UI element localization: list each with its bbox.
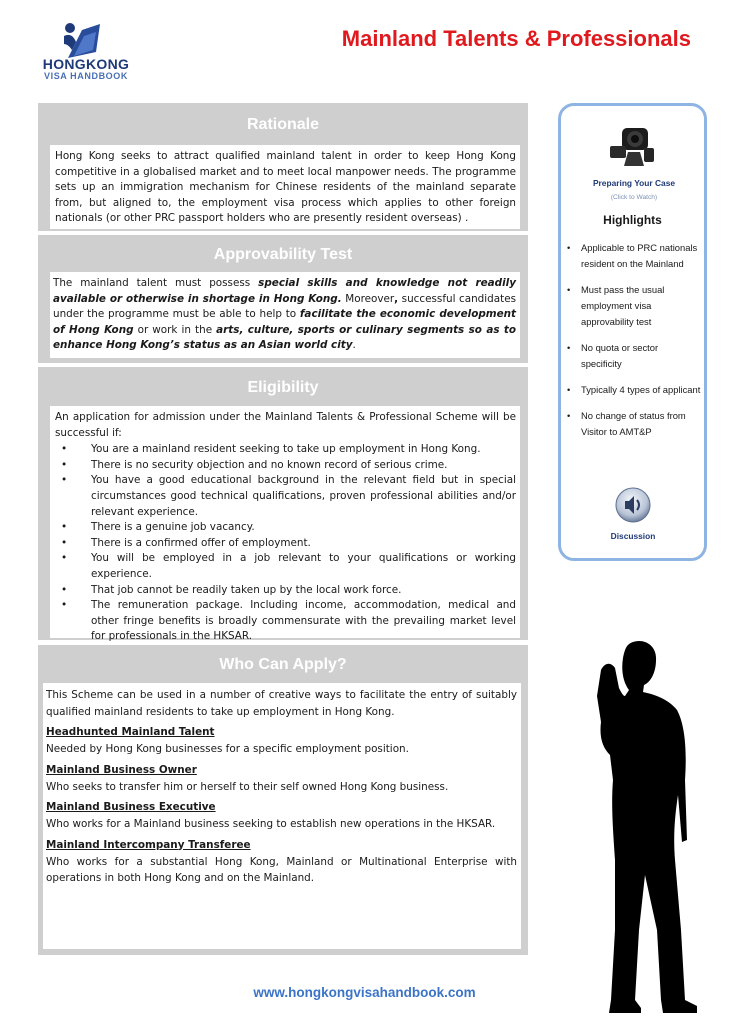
highlight-item <box>561 240 701 272</box>
rationale-text: Hong Kong seeks to attract qualified mainland talent in order to keep Hong Kong competitive in a globalised market and to meet local manpower needs. The programme sets up an immigration mechanism for Chinese residents of the mainland separate from, but aligned to, the employment visa process which applies to other foreign nationals (or other PRC passport holders who are presently resident overseas) . <box>55 150 516 225</box>
applicant-type-heading: Mainland Business Owner <box>46 763 197 776</box>
bullet-icon: • <box>61 536 68 549</box>
highlights-heading: Highlights <box>603 213 662 227</box>
highlight-item-text: Applicable to PRC nationals resident on the Mainland <box>581 242 698 269</box>
approvability-text-part: or work in the <box>133 323 217 336</box>
eligibility-item <box>55 551 516 582</box>
page-title: Mainland Talents & Professionals <box>341 26 691 51</box>
highlight-item-text: Must pass the usual employment visa approvability test <box>581 284 665 327</box>
discussion-label: Discussion <box>610 531 656 541</box>
video-sub-label: (Click to Watch) <box>610 194 658 201</box>
highlight-item <box>561 382 701 398</box>
logo-name: HONGKONG <box>42 56 130 72</box>
eligibility-item <box>55 583 516 599</box>
video-label: Preparing Your Case <box>592 178 676 188</box>
eligibility-item-text: The remuneration package. Including income, accommodation, medical and other fringe benefits is broadly commensurate with the prevailing market level for professionals in the HKSAR. <box>91 599 516 643</box>
applicant-type-description: Needed by Hong Kong businesses for a specific employment position. <box>46 743 409 755</box>
applicant-type-description: Who seeks to transfer him or herself to their self owned Hong Kong business. <box>46 780 449 793</box>
approvability-emphasis-arts: arts, culture, sports or culinary segments so as to enhance Hong Kong’s status as an Asian world city <box>53 323 516 352</box>
logo-subtitle: VISA HANDBOOK <box>44 71 128 81</box>
eligibility-panel <box>38 367 528 643</box>
bullet-icon: • <box>61 458 68 471</box>
approvability-text <box>53 276 516 354</box>
video-camera-icon <box>604 122 664 170</box>
rationale-body <box>50 145 520 229</box>
eligibility-item-text: You are a mainland resident seeking to take up employment in Hong Kong. <box>91 443 481 456</box>
applicant-type-description: Who works for a substantial Hong Kong, Mainland or Multinational Enterprise with operations in both Hong Kong and on the Mainland. <box>46 855 517 884</box>
eligibility-body <box>50 406 520 643</box>
approvability-emphasis-economic: facilitate the economic development of Hong Kong <box>53 308 517 336</box>
eligibility-heading: Eligibility <box>247 379 319 396</box>
highlight-item <box>561 408 701 440</box>
bullet-icon: • <box>567 342 571 353</box>
bullet-icon: • <box>61 583 68 596</box>
applicant-type-heading: Mainland Business Executive <box>46 801 216 813</box>
applicant-type-list <box>46 724 517 887</box>
site-logo[interactable] <box>22 20 150 80</box>
approvability-text-part: . <box>352 339 356 352</box>
eligibility-item <box>55 520 516 536</box>
highlight-item-text: Typically 4 types of applicant <box>581 384 701 395</box>
approvability-panel <box>38 235 528 363</box>
bullet-icon: • <box>61 521 68 534</box>
bullet-icon: • <box>61 552 68 565</box>
preparing-video-link[interactable] <box>589 122 679 212</box>
approvability-emphasis-skills: special skills and knowledge not readily available or otherwise in shortage in Hong Kong. <box>53 277 516 305</box>
footer-website-link[interactable]: www.hongkongvisahandbook.com <box>253 985 476 1000</box>
approvability-text-part: The mainland talent must possess <box>53 277 259 289</box>
eligibility-item-text: You will be employed in a job relevant to your qualifications or working experience. <box>91 552 516 580</box>
who-can-apply-heading: Who Can Apply? <box>219 656 347 673</box>
approvability-text-part: , <box>394 292 399 305</box>
approvability-text-part: Moreover <box>341 292 395 305</box>
highlights-sidebar <box>558 103 707 561</box>
highlight-item <box>561 340 701 372</box>
who-can-apply-body <box>43 683 521 949</box>
highlight-item-text: No quota or sector specificity <box>581 342 659 369</box>
approvability-body <box>50 272 520 358</box>
highlight-item <box>561 282 701 330</box>
eligibility-item <box>55 473 516 520</box>
eligibility-intro: An application for admission under the Mainland Talents & Professional Scheme will be successful if: <box>55 411 516 439</box>
highlights-list <box>561 240 701 450</box>
rationale-heading: Rationale <box>246 116 319 133</box>
hongkong-logo-icon <box>60 20 104 60</box>
applicant-type-heading: Mainland Intercompany Transferee <box>46 838 251 851</box>
approvability-text-part: successful candidates under the programme must be able to help to <box>53 292 516 321</box>
eligibility-item-text: There is a genuine job vacancy. <box>91 521 255 534</box>
bullet-icon: • <box>567 410 571 421</box>
eligibility-item <box>55 536 516 552</box>
rationale-panel <box>38 103 528 231</box>
who-can-apply-panel <box>38 645 528 955</box>
who-can-apply-intro: This Scheme can be used in a number of creative ways to facilitate the entry of suitably qualified mainland residents to take up employment in Hong Kong. <box>46 689 517 718</box>
applicant-type-description: Who works for a Mainland business seeking to establish new operations in the HKSAR. <box>46 818 496 830</box>
approvability-heading: Approvability Test <box>213 246 353 263</box>
eligibility-list <box>55 442 516 645</box>
eligibility-item-text: That job cannot be readily taken up by the local work force. <box>91 583 402 596</box>
eligibility-item-text: You have a good educational background in the relevant field but in special circumstances good technical qualifications, proven professional abilities and/or relevant experience. <box>91 474 516 518</box>
bullet-icon: • <box>567 284 571 295</box>
eligibility-item-text: There is no security objection and no known record of serious crime. <box>91 458 448 471</box>
eligibility-item <box>55 442 516 458</box>
discussion-audio-link[interactable] <box>591 486 675 546</box>
businessman-silhouette-image <box>535 630 729 1015</box>
bullet-icon: • <box>61 474 68 487</box>
bullet-icon: • <box>61 443 68 456</box>
speaker-icon <box>614 486 652 524</box>
highlight-item-text: No change of status from Visitor to AMT&P <box>581 410 686 437</box>
eligibility-item <box>55 598 516 645</box>
bullet-icon: • <box>567 384 571 395</box>
bullet-icon: • <box>567 242 571 253</box>
applicant-type-heading: Headhunted Mainland Talent <box>46 726 215 738</box>
bullet-icon: • <box>61 599 68 612</box>
eligibility-item-text: There is a confirmed offer of employment. <box>91 536 311 549</box>
eligibility-item <box>55 458 516 474</box>
